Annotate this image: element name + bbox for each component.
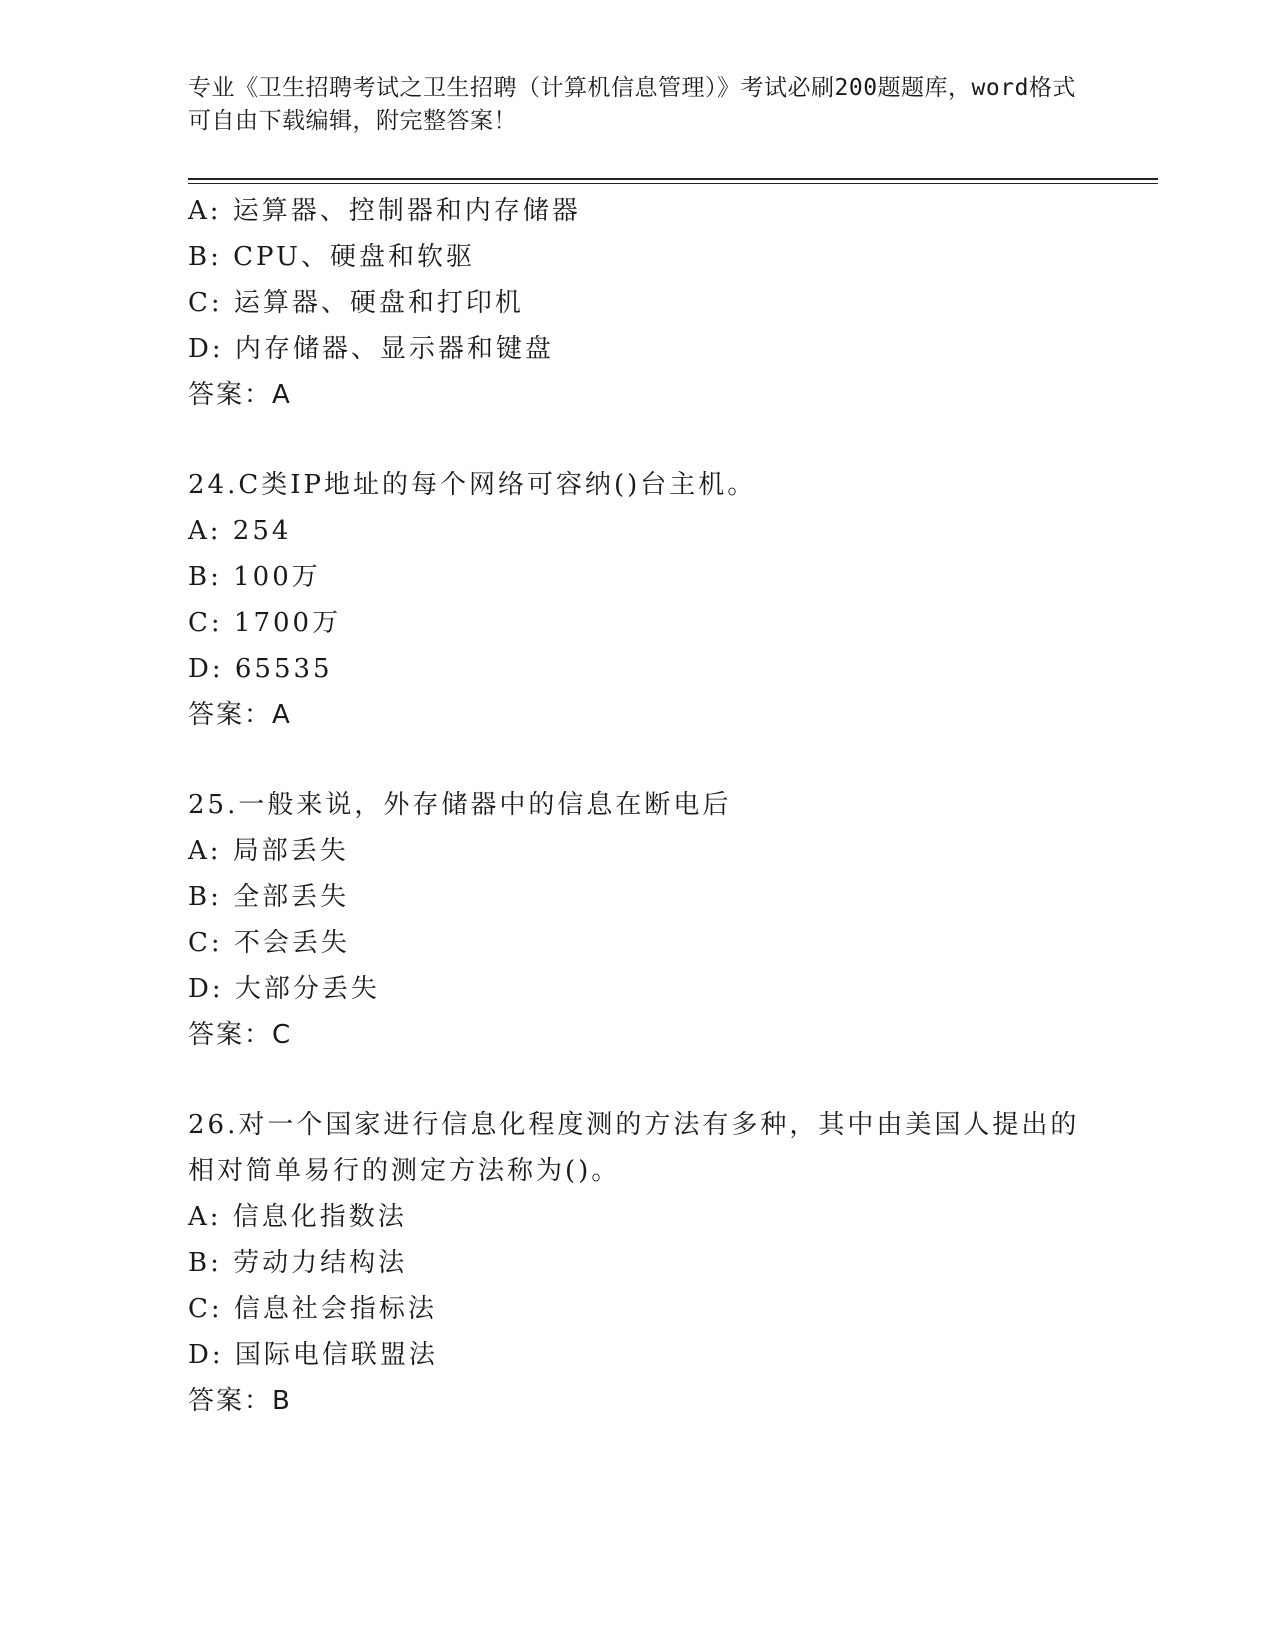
option-a: A: 254 <box>188 516 292 546</box>
option-d: D: 国际电信联盟法 <box>188 1340 438 1370</box>
question-stem: 24.C类IP地址的每个网络可容纳()台主机。 <box>188 470 757 500</box>
question-stem: 25.一般来说，外存储器中的信息在断电后 <box>188 790 732 820</box>
option-b: B: 全部丢失 <box>188 882 350 912</box>
option-a: A: 信息化指数法 <box>188 1202 407 1232</box>
answer: 答案：B <box>188 1386 292 1416</box>
option-a: A: 运算器、控制器和内存储器 <box>188 196 581 226</box>
option-c: C: 运算器、硬盘和打印机 <box>188 288 524 318</box>
question-25 <box>188 782 1088 1058</box>
option-c: C: 信息社会指标法 <box>188 1294 437 1324</box>
option-d: D: 65535 <box>188 654 333 684</box>
document-header: 专业《卫生招聘考试之卫生招聘（计算机信息管理）》考试必刷200题题库，word格式可自由下载编辑，附完整答案！ <box>188 75 1076 134</box>
header-divider <box>188 178 1158 184</box>
answer: 答案：C <box>188 1020 293 1050</box>
option-c: C: 1700万 <box>188 608 342 638</box>
option-c: C: 不会丢失 <box>188 928 350 958</box>
option-list <box>188 828 1088 1012</box>
question-24 <box>188 462 1088 738</box>
option-list <box>188 188 1088 372</box>
option-b: B: CPU、硬盘和软驱 <box>188 242 475 272</box>
question-list <box>188 188 1088 1424</box>
option-a: A: 局部丢失 <box>188 836 349 866</box>
question-23 <box>188 188 1088 418</box>
answer: 答案：A <box>188 380 292 410</box>
question-26 <box>188 1102 1088 1424</box>
option-d: D: 内存储器、显示器和键盘 <box>188 334 554 364</box>
option-list <box>188 508 1088 692</box>
question-stem: 26.对一个国家进行信息化程度测的方法有多种，其中由美国人提出的相对简单易行的测定方法称为()。 <box>188 1110 1080 1186</box>
option-d: D: 大部分丢失 <box>188 974 380 1004</box>
option-list <box>188 1194 1088 1378</box>
option-b: B: 劳动力结构法 <box>188 1248 408 1278</box>
answer: 答案：A <box>188 700 292 730</box>
option-b: B: 100万 <box>188 562 321 592</box>
